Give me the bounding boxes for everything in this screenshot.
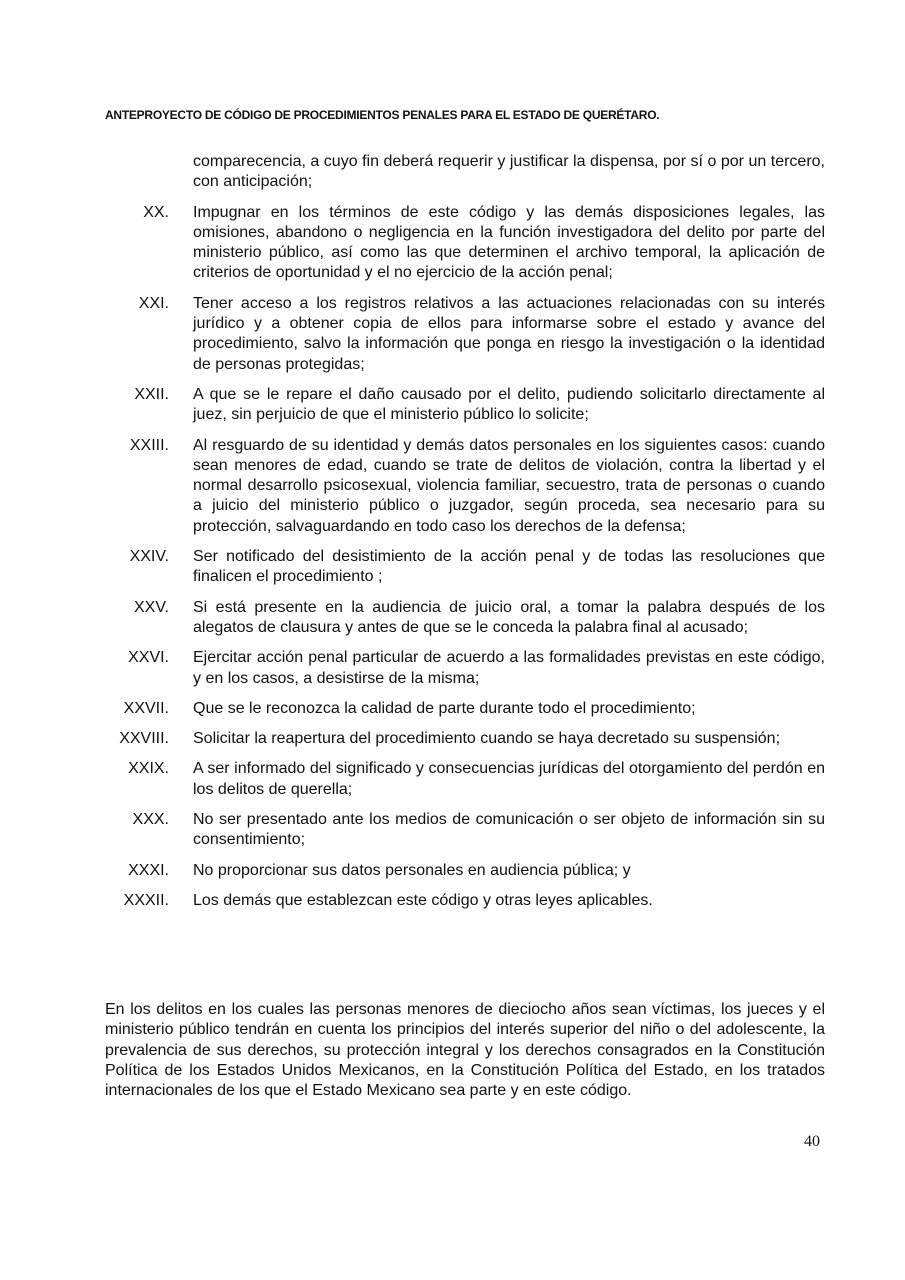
list-item-text: Los demás que establezcan este código y otras leyes aplicables. [193,891,653,909]
list-item-numeral: XXVI. [128,649,169,667]
list-item [105,385,825,426]
list-item-numeral: XXXI. [128,861,169,879]
list-item [105,759,825,800]
list-item-text: No proporcionar sus datos personales en audiencia pública; y [193,861,631,879]
list-item-numeral: XX. [143,203,169,221]
list-item-numeral: XXVII. [123,699,169,717]
list-item [105,648,825,689]
page-number: 40 [804,1133,820,1150]
list-item [105,203,825,284]
list-item [105,294,825,375]
list-item [105,729,825,749]
list-item-text: A que se le repare el daño causado por el delito, pudiendo solicitarlo directamente al juez, sin perjuicio de que el ministerio público lo solicite; [193,385,825,424]
list-item-text: Al resguardo de su identidad y demás datos personales en los siguientes casos: cuando sean menores de edad, cuando se trate de delitos de violación, contra la libertad y el normal desarrollo psicosexual, violencia familiar, secuestro, trata de personas o cuando a juicio del ministerio público o juzgador, según proceda, sea necesario para su protección, salvaguardando en todo caso los derechos de la defensa; [193,436,825,535]
list-item [105,547,825,588]
list-item-numeral: XXIV. [129,548,169,566]
list-item-text: Ser notificado del desistimiento de la acción penal y de todas las resoluciones que finalicen el procedimiento ; [193,548,825,586]
list-item-numeral: XXXII. [123,891,169,909]
list-item-numeral: XXX. [132,811,169,829]
list-item [105,861,825,881]
list-item-numeral: XXIII. [129,436,169,454]
list-item [105,699,825,719]
list-item-text: Si está presente en la audiencia de juicio oral, a tomar la palabra después de los alegatos de clausura y antes de que se le conceda la palabra final al acusado; [193,598,825,636]
list-item-numeral: XXV. [134,598,169,616]
list-item-text: comparecencia, a cuyo fin deberá requerir y justificar la dispensa, por sí o por un tercero, con anticipación; [193,153,825,191]
list-item-text: A ser informado del significado y consecuencias jurídicas del otorgamiento del perdón en los delitos de querella; [193,760,825,798]
list-item-text: Impugnar en los términos de este código y las demás disposiciones legales, las omisiones, abandono o negligencia en la función investigadora del delito por parte del ministerio público, así como las que determinen el archivo temporal, la aplicación de criterios de oportunidad y el no ejercicio de la acción penal; [193,203,825,282]
list-item [105,436,825,537]
list-item-text: Solicitar la reapertura del procedimiento cuando se haya decretado su suspensión; [193,730,781,748]
list-item-text: Que se le reconozca la calidad de parte durante todo el procedimiento; [193,699,696,717]
document-header: ANTEPROYECTO DE CÓDIGO DE PROCEDIMIENTOS PENALES PARA EL ESTADO DE QUERÉTARO. [105,108,660,122]
rights-list [105,152,825,921]
list-item [105,891,825,911]
closing-paragraph: En los delitos en los cuales las personas menores de dieciocho años sean víctimas, los jueces y el ministerio público tendrán en cuenta los principios del interés superior del niño o del adolescente, la prevalencia de sus derechos, su protección integral y los derechos consagrados en la Constitución Política de los Estados Unidos Mexicanos, en la Constitución Política del Estado, en los tratados internacionales de los que el Estado Mexicano sea parte y en este código. [105,1001,825,1100]
list-item [105,598,825,639]
list-item-text: Tener acceso a los registros relativos a las actuaciones relacionadas con su interés jurídico y a obtener copia de ellos para informarse sobre el estado y avance del procedimiento, salvo la información que ponga en riesgo la investigación o la identidad de personas protegidas; [193,294,825,373]
list-item-continuation [105,152,825,193]
list-item [105,810,825,851]
list-item-text: Ejercitar acción penal particular de acuerdo a las formalidades previstas en este código, y en los casos, a desistirse de la misma; [193,649,825,687]
list-item-numeral: XXVIII. [119,730,169,748]
list-item-numeral: XXI. [138,294,169,312]
list-item-numeral: XXIX. [128,760,169,778]
list-item-text: No ser presentado ante los medios de comunicación o ser objeto de información sin su consentimiento; [193,811,825,849]
list-item-numeral: XXII. [134,385,169,403]
